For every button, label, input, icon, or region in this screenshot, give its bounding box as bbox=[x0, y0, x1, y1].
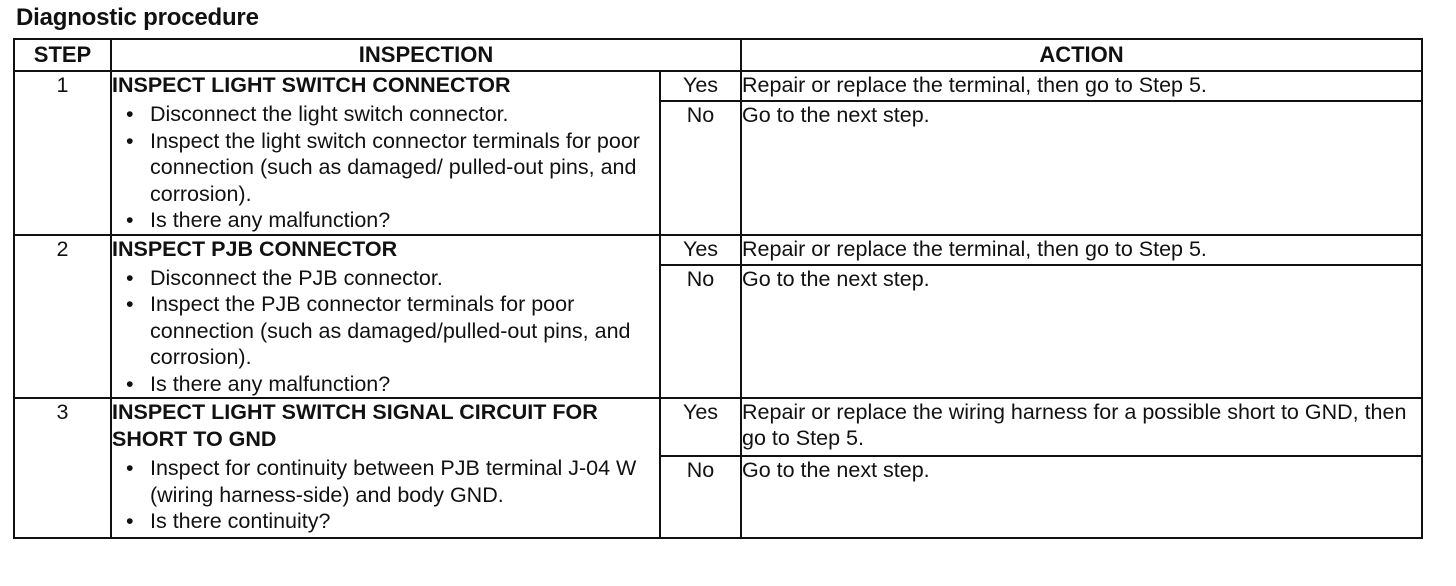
page-title: Diagnostic procedure bbox=[16, 4, 259, 31]
list-item: • Disconnect the light switch connector. bbox=[126, 101, 659, 128]
inspection-heading: INSPECT PJB CONNECTOR bbox=[112, 236, 398, 261]
inspection-heading: INSPECT LIGHT SWITCH CONNECTOR bbox=[112, 73, 511, 97]
no-action: Go to the next step. bbox=[741, 456, 1422, 538]
header-row bbox=[14, 39, 1422, 71]
header-action: ACTION bbox=[741, 39, 1422, 71]
no-action: Go to the next step. bbox=[741, 265, 1422, 398]
header-inspection: INSPECTION bbox=[111, 39, 741, 71]
no-label: No bbox=[660, 265, 741, 398]
step-number: 3 bbox=[14, 398, 111, 538]
inspection-list bbox=[112, 101, 659, 234]
yes-action: Repair or replace the wiring harness for a possible short to GND, then go to Step 5. bbox=[741, 398, 1422, 456]
yes-action: Repair or replace the terminal, then go to Step 5. bbox=[741, 235, 1422, 265]
table-row bbox=[14, 398, 1422, 456]
step-number: 1 bbox=[14, 71, 111, 235]
inspection-list bbox=[112, 265, 659, 398]
list-item: • Inspect the PJB connector terminals for poor connection (such as damaged/pulled-out pins, and corrosion). bbox=[126, 291, 659, 371]
list-item: • Inspect the light switch connector terminals for poor connection (such as damaged/ pulled-out pins, and corrosion). bbox=[126, 128, 659, 208]
yes-label: Yes bbox=[660, 398, 741, 456]
no-label: No bbox=[660, 101, 741, 234]
list-item: • Disconnect the PJB connector. bbox=[126, 265, 659, 292]
list-item: • Is there continuity? bbox=[126, 508, 659, 535]
yes-label: Yes bbox=[660, 235, 741, 265]
list-item: • Is there any malfunction? bbox=[126, 371, 659, 398]
inspection-cell bbox=[111, 398, 660, 538]
header-step: STEP bbox=[14, 39, 111, 71]
step-number: 2 bbox=[14, 235, 111, 399]
inspection-cell bbox=[111, 235, 660, 399]
inspection-cell bbox=[111, 71, 660, 235]
diagnostic-table bbox=[13, 38, 1423, 539]
table-row bbox=[14, 71, 1422, 101]
inspection-list bbox=[112, 455, 659, 535]
inspection-heading: INSPECT LIGHT SWITCH SIGNAL CIRCUIT FOR SHORT TO GND bbox=[112, 400, 598, 451]
yes-label: Yes bbox=[660, 71, 741, 101]
list-item: • Inspect for continuity between PJB terminal J-04 W (wiring harness-side) and body GND. bbox=[126, 455, 659, 508]
list-item: • Is there any malfunction? bbox=[126, 207, 659, 234]
no-action: Go to the next step. bbox=[741, 101, 1422, 234]
table-row bbox=[14, 235, 1422, 265]
no-label: No bbox=[660, 456, 741, 538]
yes-action: Repair or replace the terminal, then go to Step 5. bbox=[741, 71, 1422, 101]
